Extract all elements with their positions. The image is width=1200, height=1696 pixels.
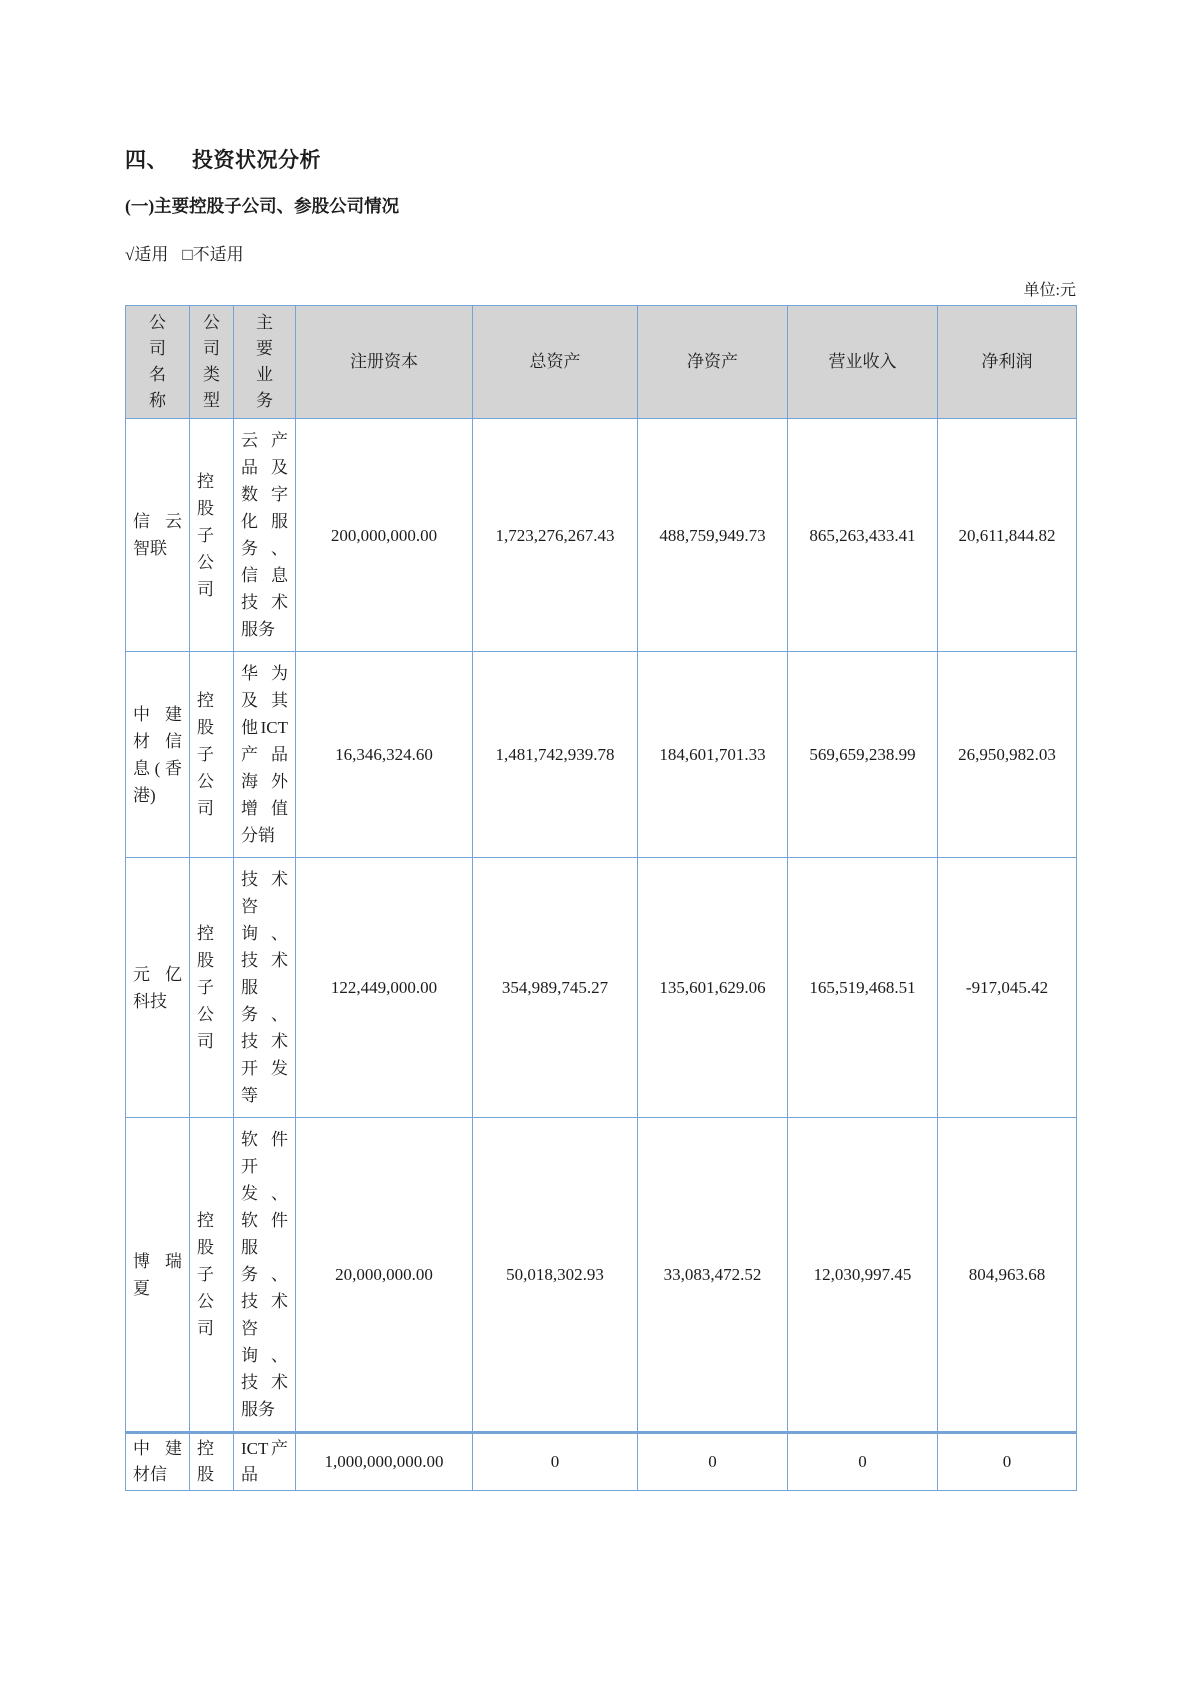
cell-registered-capital: 16,346,324.60 [296, 652, 473, 858]
cell-net-profit: -917,045.42 [938, 858, 1077, 1118]
section-title: 投资状况分析 [192, 148, 321, 172]
cell-net-assets: 33,083,472.52 [638, 1118, 788, 1433]
section-number: 四、 [125, 148, 168, 172]
subsidiaries-table [125, 305, 1077, 1491]
cell-revenue: 865,263,433.41 [788, 419, 938, 652]
cell-company-type: 控股子公司 [190, 1118, 234, 1433]
cell-net-profit: 0 [938, 1433, 1077, 1491]
cell-main-business: ICT产品 [234, 1433, 296, 1491]
cell-net-assets: 135,601,629.06 [638, 858, 788, 1118]
col-header-company-type: 公司类型 [190, 306, 234, 419]
cell-total-assets: 0 [473, 1433, 638, 1491]
cell-revenue: 0 [788, 1433, 938, 1491]
cell-net-profit: 20,611,844.82 [938, 419, 1077, 652]
cell-revenue: 165,519,468.51 [788, 858, 938, 1118]
not-applicable-option: □不适用 [182, 245, 244, 264]
col-header-main-business: 主要业务 [234, 306, 296, 419]
col-header-revenue: 营业收入 [788, 306, 938, 419]
col-header-company-name: 公司名称 [126, 306, 190, 419]
cell-registered-capital: 200,000,000.00 [296, 419, 473, 652]
col-header-net-profit: 净利润 [938, 306, 1077, 419]
cell-net-profit: 804,963.68 [938, 1118, 1077, 1433]
section-heading [125, 148, 1076, 172]
cell-net-assets: 184,601,701.33 [638, 652, 788, 858]
cell-total-assets: 1,723,276,267.43 [473, 419, 638, 652]
cell-main-business: 技术咨询、技术服务、技术开发等 [234, 858, 296, 1118]
table-row [126, 419, 1077, 652]
cell-total-assets: 354,989,745.27 [473, 858, 638, 1118]
unit-label: 单位:元 [1023, 282, 1076, 299]
cell-net-assets: 488,759,949.73 [638, 419, 788, 652]
cell-main-business: 软件开发、软件服务、技术咨询、技术服务 [234, 1118, 296, 1433]
table-row [126, 858, 1077, 1118]
cell-net-assets: 0 [638, 1433, 788, 1491]
table-row [126, 1118, 1077, 1433]
cell-registered-capital: 1,000,000,000.00 [296, 1433, 473, 1491]
applicable-checked-option: √适用 [125, 245, 169, 264]
cell-total-assets: 50,018,302.93 [473, 1118, 638, 1433]
cell-total-assets: 1,481,742,939.78 [473, 652, 638, 858]
cell-net-profit: 26,950,982.03 [938, 652, 1077, 858]
cell-company-name: 中建材信息(香港) [126, 652, 190, 858]
table-row [126, 652, 1077, 858]
cell-company-name: 元亿科技 [126, 858, 190, 1118]
cell-main-business: 华为及其他ICT产品海外增值分销 [234, 652, 296, 858]
cell-main-business: 云产品及数字化服务、信息技术服务 [234, 419, 296, 652]
cell-company-type: 控股 [190, 1433, 234, 1491]
cell-company-type: 控股子公司 [190, 858, 234, 1118]
cell-company-type: 控股子公司 [190, 652, 234, 858]
col-header-total-assets: 总资产 [473, 306, 638, 419]
cell-registered-capital: 20,000,000.00 [296, 1118, 473, 1433]
cell-company-name: 博瑞夏 [126, 1118, 190, 1433]
cell-revenue: 569,659,238.99 [788, 652, 938, 858]
table-row-page-break [126, 1433, 1077, 1491]
table-header-row [126, 306, 1077, 419]
col-header-registered-capital: 注册资本 [296, 306, 473, 419]
cell-registered-capital: 122,449,000.00 [296, 858, 473, 1118]
cell-company-type: 控股子公司 [190, 419, 234, 652]
cell-company-name: 中建材信 [126, 1433, 190, 1491]
subsection-heading: (一)主要控股子公司、参股公司情况 [125, 196, 400, 216]
applicability-line [125, 243, 1076, 267]
cell-company-name: 信云智联 [126, 419, 190, 652]
cell-revenue: 12,030,997.45 [788, 1118, 938, 1433]
col-header-net-assets: 净资产 [638, 306, 788, 419]
